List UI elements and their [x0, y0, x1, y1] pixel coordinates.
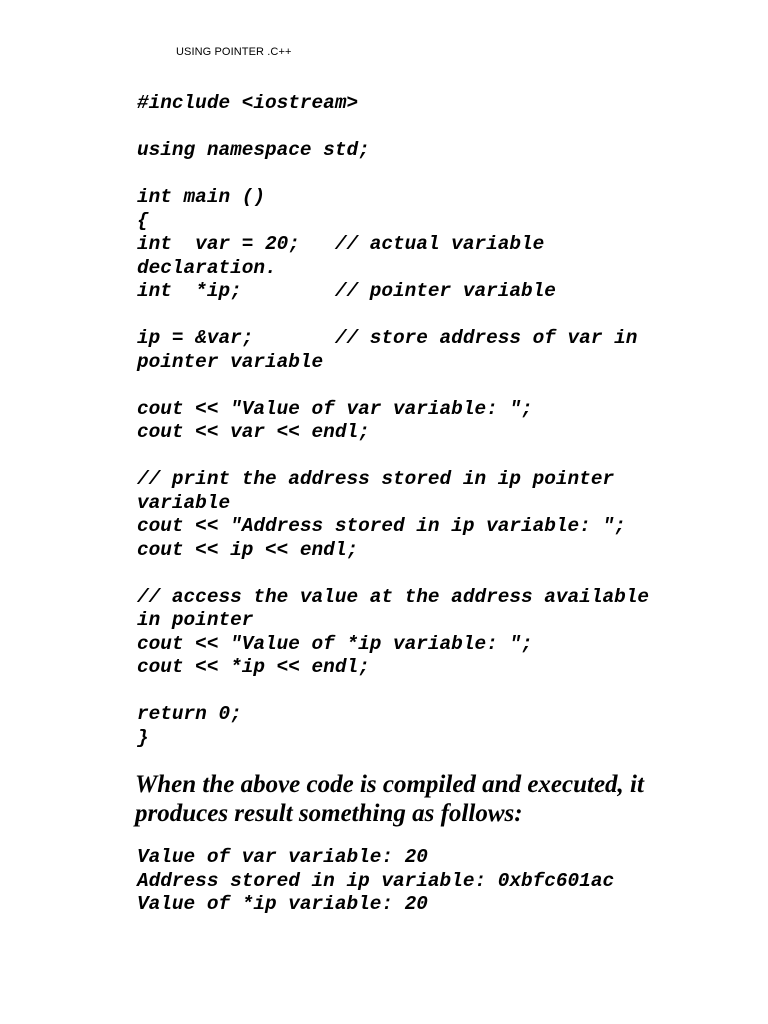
output-line: Value of *ip variable: 20 [137, 893, 428, 915]
output-line: Address stored in ip variable: 0xbfc601ac [137, 869, 615, 892]
code-blank-line [137, 445, 697, 469]
code-line: #include <iostream> [137, 92, 359, 114]
code-line: cout << "Value of *ip variable: "; [137, 632, 533, 655]
code-line: cout << "Value of var variable: "; [137, 397, 533, 420]
code-line: cout << *ip << endl; [137, 656, 370, 678]
code-line: cout << ip << endl; [137, 538, 359, 561]
code-line: // print the address stored in ip pointer [137, 468, 615, 490]
code-line: return 0; [137, 703, 242, 725]
code-line: in pointer [137, 609, 254, 631]
explanation-paragraph [135, 770, 735, 828]
code-blank-line [137, 163, 697, 187]
code-listing [137, 92, 697, 750]
code-line: using namespace std; [137, 139, 370, 161]
code-line: pointer variable [137, 350, 324, 373]
code-blank-line [137, 374, 697, 398]
program-output [137, 846, 737, 917]
code-blank-line [137, 562, 697, 586]
document-title: USING POINTER .C++ [176, 46, 292, 58]
code-line: cout << "Address stored in ip variable: "; [137, 515, 626, 537]
code-blank-line [137, 304, 697, 328]
code-line: ip = &var; // store address of var in [137, 327, 638, 349]
code-line: declaration. [137, 256, 277, 279]
code-line: // access the value at the address available [137, 585, 649, 608]
code-blank-line [137, 116, 697, 140]
code-line: cout << var << endl; [137, 421, 370, 443]
output-line: Value of var variable: 20 [137, 846, 428, 868]
code-line: variable [137, 491, 231, 514]
code-line: int *ip; // pointer variable [137, 280, 556, 302]
code-line: int var = 20; // actual variable [137, 233, 545, 255]
explanation-line: produces result something as follows: [135, 800, 523, 827]
code-line: } [137, 726, 149, 749]
explanation-line: When the above code is compiled and executed, it [135, 771, 644, 798]
code-line: { [137, 209, 149, 232]
code-line: int main () [137, 186, 265, 208]
code-blank-line [137, 680, 697, 704]
